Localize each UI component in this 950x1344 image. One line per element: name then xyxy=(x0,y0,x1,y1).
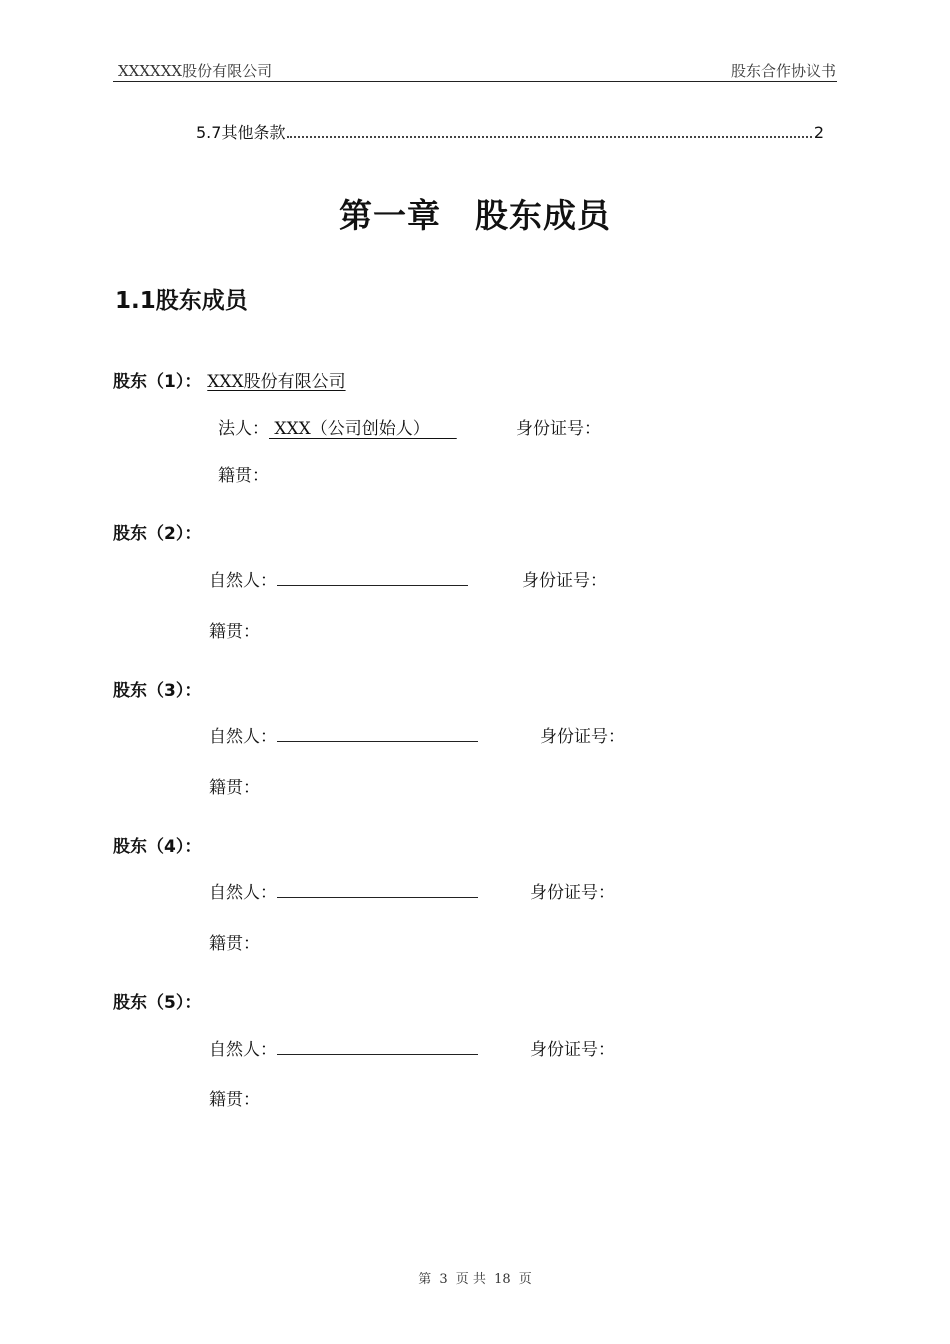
footer-total-pages: 18 xyxy=(494,1272,511,1287)
shareholder-5-person-field xyxy=(209,1035,478,1060)
shareholder-5-origin-label: 籍贯： xyxy=(209,1090,260,1110)
footer-middle: 页 共 xyxy=(455,1272,486,1287)
shareholder-2-person-label: 自然人： xyxy=(209,571,277,591)
shareholder-4-person-label: 自然人： xyxy=(209,883,277,903)
shareholder-4-person-field xyxy=(209,878,478,903)
shareholder-3-label: 股东（3）： xyxy=(113,681,202,701)
shareholder-1-label-row xyxy=(113,367,346,392)
shareholder-4-origin-label: 籍贯： xyxy=(209,934,260,954)
header-rule xyxy=(113,81,837,82)
toc-leader-dots xyxy=(287,136,811,138)
shareholder-2-person-blank[interactable] xyxy=(277,568,468,586)
shareholder-5-person-blank[interactable] xyxy=(277,1037,478,1055)
shareholder-1-person-value[interactable]: XXX（公司创始人） xyxy=(269,419,457,439)
shareholder-3-origin-label: 籍贯： xyxy=(209,778,260,798)
toc-entry-label: 5.7其他条款 xyxy=(196,123,286,142)
toc-entry[interactable] xyxy=(196,120,824,144)
page-footer xyxy=(0,1268,950,1287)
shareholder-4-label: 股东（4）： xyxy=(113,837,202,857)
shareholder-4-id-label: 身份证号： xyxy=(530,883,615,903)
shareholder-1-person-label: 法人： xyxy=(218,419,269,439)
header-company: XXXXXX股份有限公司 xyxy=(118,62,273,80)
shareholder-1-person-field xyxy=(218,414,457,439)
chapter-title: 第一章 股东成员 xyxy=(339,196,611,235)
shareholder-3-person-field xyxy=(209,722,478,747)
shareholder-2-origin-label: 籍贯： xyxy=(209,622,260,642)
shareholder-3-person-blank[interactable] xyxy=(277,724,478,742)
header-doc-title: 股东合作协议书 xyxy=(730,62,836,80)
footer-prefix: 第 xyxy=(418,1272,432,1287)
shareholder-1-label: 股东（1）： xyxy=(113,372,202,392)
shareholder-2-person-field xyxy=(209,566,468,591)
toc-entry-page: 2 xyxy=(813,123,824,142)
shareholder-1-company: XXX股份有限公司 xyxy=(207,372,346,392)
shareholder-1-origin-label: 籍贯： xyxy=(218,466,269,486)
shareholder-2-id-label: 身份证号： xyxy=(522,571,607,591)
footer-suffix: 页 xyxy=(518,1272,532,1287)
footer-current-page: 3 xyxy=(439,1272,448,1287)
shareholder-5-person-label: 自然人： xyxy=(209,1040,277,1060)
shareholder-2-label: 股东（2）： xyxy=(113,524,202,544)
shareholder-5-id-label: 身份证号： xyxy=(530,1040,615,1060)
shareholder-5-label: 股东（5）： xyxy=(113,993,202,1013)
shareholder-3-person-label: 自然人： xyxy=(209,727,277,747)
shareholder-4-person-blank[interactable] xyxy=(277,880,478,898)
shareholder-3-id-label: 身份证号： xyxy=(540,727,625,747)
section-title: 1.1股东成员 xyxy=(115,288,248,314)
shareholder-1-id-label: 身份证号： xyxy=(516,419,601,439)
